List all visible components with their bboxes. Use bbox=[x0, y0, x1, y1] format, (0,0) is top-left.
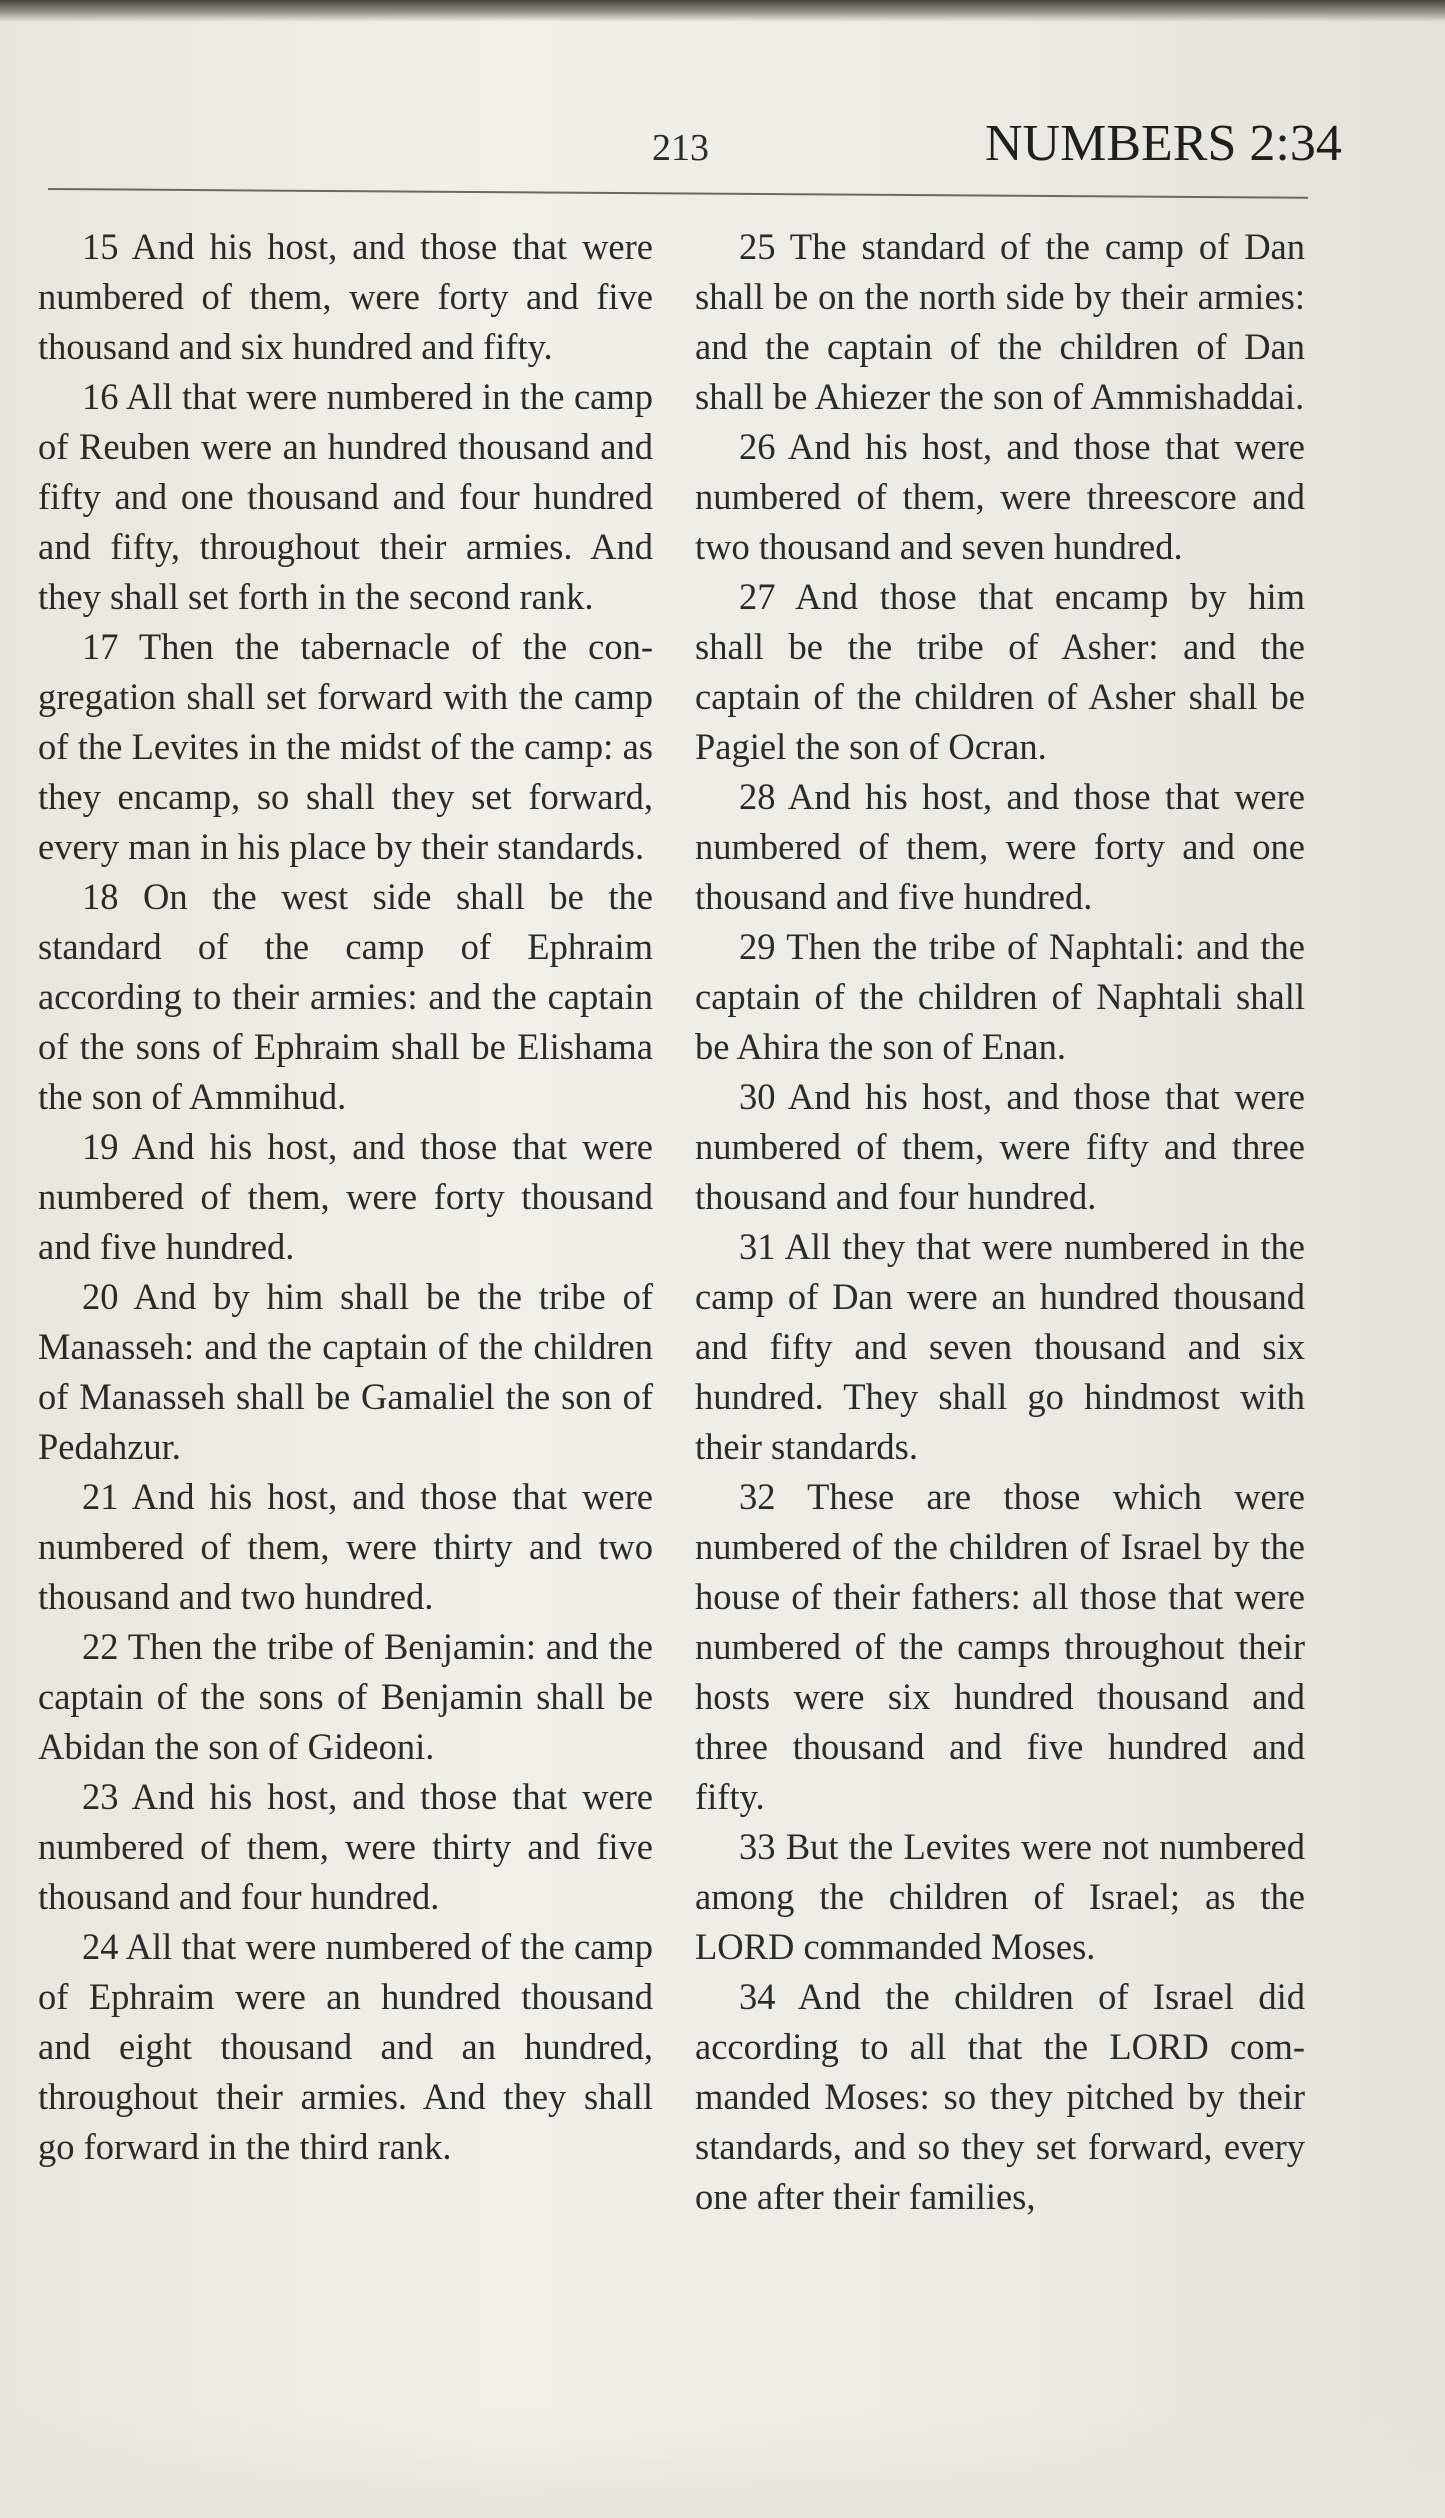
verse-number: 32 bbox=[739, 1476, 776, 1517]
verse bbox=[695, 1222, 1305, 1472]
verse bbox=[695, 222, 1305, 422]
verse-text: All that were numbered of the camp of Ephraim were an hundred thousand and eight thousand and an hundred, throughout their armies. And they shall go forward in the third rank. bbox=[38, 1926, 653, 2167]
page-bottom-fade bbox=[0, 2408, 1445, 2518]
verse bbox=[38, 1272, 653, 1472]
verse-number: 17 bbox=[82, 626, 119, 667]
right-column bbox=[695, 222, 1305, 2222]
verse-text: And those that encamp by him shall be the tribe of Asher: and the captain of the children of Asher shall be Pagiel the son of Ocran. bbox=[695, 576, 1305, 767]
verse bbox=[38, 222, 653, 372]
verse-number: 18 bbox=[82, 876, 119, 917]
verse-text: Then the tribe of Benjamin: and the captain of the sons of Benjamin shall be Abidan the son of Gideoni. bbox=[38, 1626, 653, 1767]
verse bbox=[38, 622, 653, 872]
verse-number: 21 bbox=[82, 1476, 119, 1517]
verse-text: These are those which were numbered of the children of Israel by the house of their fathers: all those that were numbered of the camps throughout their hosts were six hundred thousand and three thousand and five hundred and fifty. bbox=[695, 1476, 1306, 1817]
verse-number: 25 bbox=[739, 226, 776, 267]
verse-text: All that were numbered in the camp of Reuben were an hundred thousand and fifty and one thousand and four hundred and fifty, throughout their armies. And they shall set forth in the second rank. bbox=[38, 376, 653, 617]
verse bbox=[38, 1122, 653, 1272]
verse-number: 24 bbox=[82, 1926, 119, 1967]
page-header bbox=[0, 110, 1445, 200]
verse bbox=[695, 422, 1305, 572]
verse-number: 23 bbox=[82, 1776, 119, 1817]
verse bbox=[695, 922, 1305, 1072]
verse-text: And his host, and those that were numbered of them, were forty and one thousand and five hundred. bbox=[695, 776, 1305, 917]
page-top-shadow bbox=[0, 0, 1445, 22]
verse-number: 33 bbox=[739, 1826, 776, 1867]
verse bbox=[38, 872, 653, 1122]
verse-number: 26 bbox=[739, 426, 776, 467]
verse-text: And his host, and those that were numbered of them, were fifty and three thousand and four hundred. bbox=[695, 1076, 1305, 1217]
verse-number: 28 bbox=[739, 776, 776, 817]
verse-number: 22 bbox=[82, 1626, 119, 1667]
verse-number: 27 bbox=[739, 576, 776, 617]
verse-text: But the Levites were not numbered among the children of Israel; as the LORD commanded Moses. bbox=[695, 1826, 1306, 1967]
verse bbox=[38, 1922, 653, 2172]
verse bbox=[38, 372, 653, 622]
verse bbox=[38, 1472, 653, 1622]
verse bbox=[695, 1972, 1305, 2222]
verse-text: The standard of the camp of Dan shall be on the north side by their armies: and the captain of the children of Dan shall be Ahiezer the son of Ammishaddai. bbox=[695, 226, 1306, 417]
verse-text: And the children of Israel did according to all that the LORD commanded Moses: so they pitched by their standards, and so they set forward, every one after their families, bbox=[695, 1976, 1305, 2217]
verse-number: 30 bbox=[739, 1076, 776, 1117]
page-number: 213 bbox=[652, 127, 709, 169]
verse bbox=[695, 572, 1305, 772]
running-head: NUMBERS 2:34 bbox=[985, 115, 1342, 172]
verse bbox=[695, 1822, 1305, 1972]
verse bbox=[695, 1072, 1305, 1222]
verse-text: And his host, and those that were numbered of them, were forty thousand and five hundred. bbox=[38, 1126, 653, 1267]
verse-text: And his host, and those that were numbered of them, were thirty and two thousand and two hundred. bbox=[38, 1476, 653, 1617]
verse bbox=[695, 772, 1305, 922]
verse bbox=[38, 1772, 653, 1922]
verse bbox=[695, 1472, 1305, 1822]
verse-text: And his host, and those that were numbered of them, were thirty and five thousand and four hundred. bbox=[38, 1776, 653, 1917]
verse-number: 29 bbox=[739, 926, 776, 967]
verse-text: All they that were numbered in the camp of Dan were an hundred thousand and fifty and seven thousand and six hundred. They shall go hindmost with their standards. bbox=[695, 1226, 1305, 1467]
verse-text: Then the tribe of Naphtali: and the captain of the children of Naphtali shall be Ahira the son of Enan. bbox=[695, 926, 1305, 1067]
verse-number: 31 bbox=[739, 1226, 776, 1267]
verse-number: 19 bbox=[82, 1126, 119, 1167]
verse bbox=[38, 1622, 653, 1772]
verse-text: And his host, and those that were numbered of them, were forty and five thousand and six hundred and fifty. bbox=[38, 226, 653, 367]
verse-text: And by him shall be the tribe of Manasseh: and the captain of the children of Manasseh shall be Gamaliel the son of Pedahzur. bbox=[38, 1276, 653, 1467]
verse-text: Then the tabernacle of the congregation shall set forward with the camp of the Levites in the midst of the camp: as they encamp, so shall they set forward, every man in his place by their standards. bbox=[38, 626, 653, 867]
verse-number: 20 bbox=[82, 1276, 119, 1317]
verse-number: 34 bbox=[739, 1976, 776, 2017]
verse-text: And his host, and those that were numbered of them, were threescore and two thousand and seven hundred. bbox=[695, 426, 1305, 567]
verse-number: 16 bbox=[82, 376, 119, 417]
verse-text: On the west side shall be the standard of the camp of Ephraim according to their armies: and the captain of the sons of Ephraim shall be Elishama the son of Ammihud. bbox=[38, 876, 653, 1117]
verse-number: 15 bbox=[82, 226, 119, 267]
left-column bbox=[38, 222, 653, 2172]
